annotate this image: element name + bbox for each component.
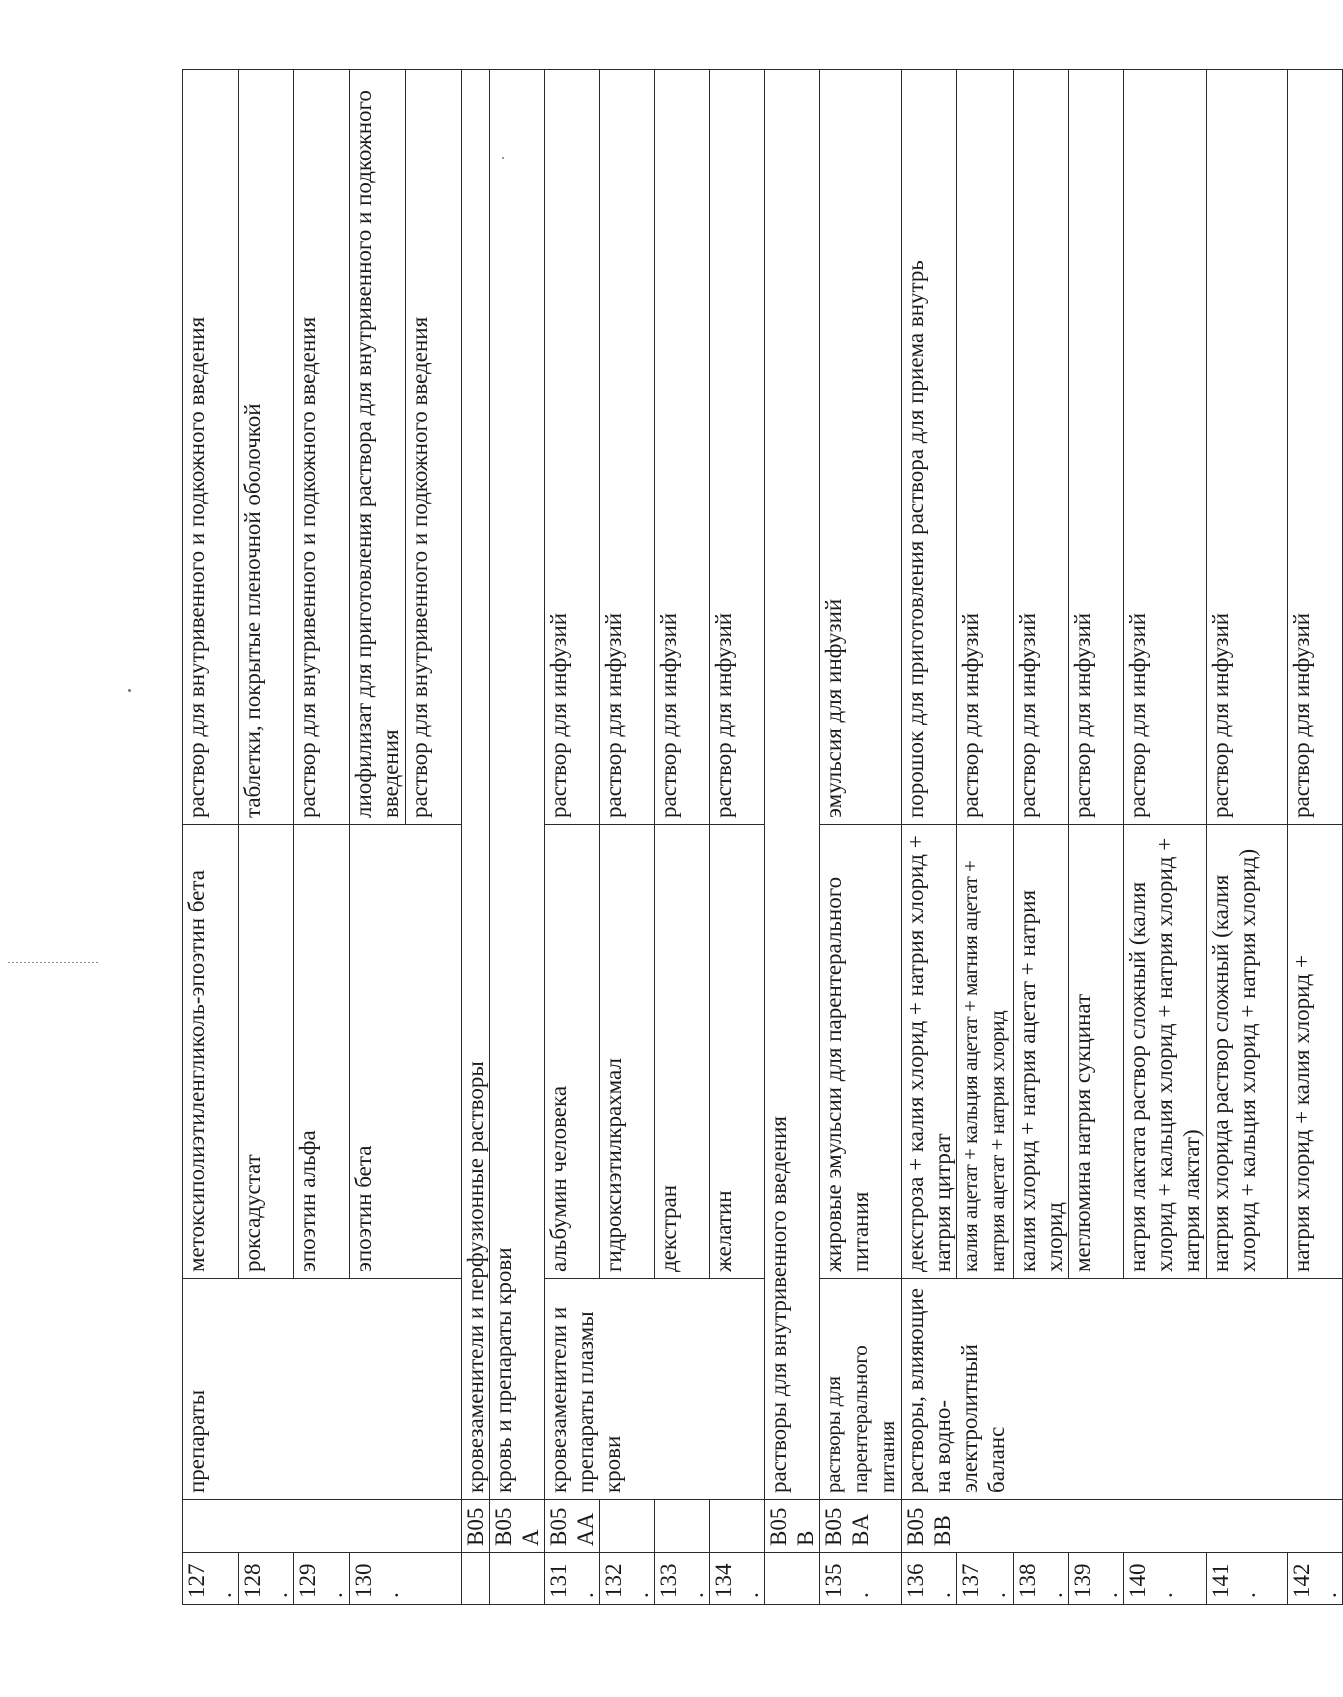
row-number xyxy=(765,1553,820,1605)
row-number: 129. xyxy=(294,1553,350,1605)
atc-code xyxy=(600,1500,655,1553)
drug-name: натрия хлорида раствор сложный (калия хлорид + кальция хлорид + натрия хлорид) xyxy=(1207,825,1288,1279)
dosage-form: раствор для инфузий xyxy=(957,70,1014,825)
row-number: 127. xyxy=(183,1553,239,1605)
drug-name: калия хлорид + натрия ацетат + натрия хлорид xyxy=(1014,825,1069,1279)
drug-name: гидроксиэтилкрахмал xyxy=(600,825,655,1279)
atc-code xyxy=(183,1500,462,1553)
dosage-form: раствор для инфузий xyxy=(1069,70,1124,825)
row-number: 136. xyxy=(902,1553,957,1605)
atc-code: B05AA xyxy=(545,1500,600,1553)
drug-name: декстроза + калия хлорид + натрия хлорид + натрия цитрат xyxy=(902,825,957,1279)
dosage-form: раствор для инфузий xyxy=(600,70,655,825)
atc-group-name: кровезаменители и препараты плазмы крови xyxy=(545,1279,765,1500)
drug-name: эпоэтин бета xyxy=(350,825,462,1279)
row-number: 131. xyxy=(545,1553,600,1605)
table-row xyxy=(902,70,957,1605)
dosage-form: раствор для инфузий xyxy=(655,70,710,825)
atc-code: B05BA xyxy=(820,1500,902,1553)
dosage-form: лиофилизат для приготовления раствора для внутривенного и подкожного введения xyxy=(350,70,406,825)
drug-name: жировые эмульсии для парентерального питания xyxy=(820,825,902,1279)
row-number xyxy=(462,1553,490,1605)
table-row xyxy=(820,70,902,1605)
atc-code: B05B xyxy=(765,1500,820,1553)
atc-code: B05BB xyxy=(902,1500,1343,1553)
dosage-form: раствор для инфузий xyxy=(1288,70,1343,825)
row-number: 128. xyxy=(239,1553,294,1605)
dosage-form: раствор для внутривенного и подкожного введения xyxy=(406,70,462,825)
table-row xyxy=(545,70,600,1605)
row-number xyxy=(490,1553,545,1605)
dosage-form: раствор для инфузий xyxy=(1207,70,1288,825)
row-number: 135. xyxy=(820,1553,902,1605)
scan-artifact-line xyxy=(8,962,100,963)
dosage-form: раствор для инфузий xyxy=(1124,70,1207,825)
dosage-form: эмульсия для инфузий xyxy=(820,70,902,825)
atc-group-name: препараты xyxy=(183,1279,462,1500)
dosage-form: раствор для инфузий xyxy=(545,70,600,825)
drug-name: альбумин человека xyxy=(545,825,600,1279)
rotated-document-page xyxy=(182,70,1341,1605)
drug-name: эпоэтин альфа xyxy=(294,825,350,1279)
drug-name: роксадустат xyxy=(239,825,294,1279)
dosage-form: раствор для инфузий xyxy=(710,70,765,825)
drug-name: калия ацетат + кальция ацетат + магния ацетат + натрия ацетат + натрия хлорид xyxy=(957,825,1014,1279)
atc-code: B05 xyxy=(462,1500,490,1553)
row-number: 132. xyxy=(600,1553,655,1605)
atc-group-heading: кровь и препараты крови xyxy=(490,70,545,1500)
drug-name: желатин xyxy=(710,825,765,1279)
row-number: 134. xyxy=(710,1553,765,1605)
table-row xyxy=(183,70,239,1605)
table-row xyxy=(462,70,490,1605)
row-number: 133. xyxy=(655,1553,710,1605)
dosage-form: таблетки, покрытые пленочной оболочкой xyxy=(239,70,294,825)
table-row xyxy=(765,70,820,1605)
drug-name: натрия лактата раствор сложный (калия хлорид + кальция хлорид + натрия хлорид + натрия лактат) xyxy=(1124,825,1207,1279)
dosage-form: раствор для инфузий xyxy=(1014,70,1069,825)
atc-code xyxy=(710,1500,765,1553)
atc-group-heading: кровезаменители и перфузионные растворы xyxy=(462,70,490,1500)
table-row xyxy=(490,70,545,1605)
scan-artifact-dot xyxy=(502,157,504,159)
drug-name: декстран xyxy=(655,825,710,1279)
drug-name: натрия хлорид + калия хлорид + xyxy=(1288,825,1343,1279)
dosage-form: раствор для внутривенного и подкожного введения xyxy=(294,70,350,825)
dosage-form: раствор для внутривенного и подкожного введения xyxy=(183,70,239,825)
row-number: 140. xyxy=(1124,1553,1207,1605)
atc-code xyxy=(655,1500,710,1553)
scan-artifact-dot xyxy=(128,689,131,692)
row-number: 142. xyxy=(1288,1553,1343,1605)
drug-name: меглюмина натрия сукцинат xyxy=(1069,825,1124,1279)
atc-group-name: растворы, влияющие на водно-электролитный баланс xyxy=(902,1279,1343,1500)
row-number: 141. xyxy=(1207,1553,1288,1605)
atc-code: B05A xyxy=(490,1500,545,1553)
atc-group-name: растворы для парентерального питания xyxy=(820,1279,902,1500)
row-number: 139. xyxy=(1069,1553,1124,1605)
row-number: 138. xyxy=(1014,1553,1069,1605)
drug-list-table xyxy=(182,69,1343,1605)
drug-name: метоксиполиэтиленгликоль-эпоэтин бета xyxy=(183,825,239,1279)
row-number: 130. xyxy=(350,1553,462,1605)
atc-group-heading: растворы для внутривенного введения xyxy=(765,70,820,1500)
row-number: 137. xyxy=(957,1553,1014,1605)
dosage-form: порошок для приготовления раствора для приема внутрь xyxy=(902,70,957,825)
